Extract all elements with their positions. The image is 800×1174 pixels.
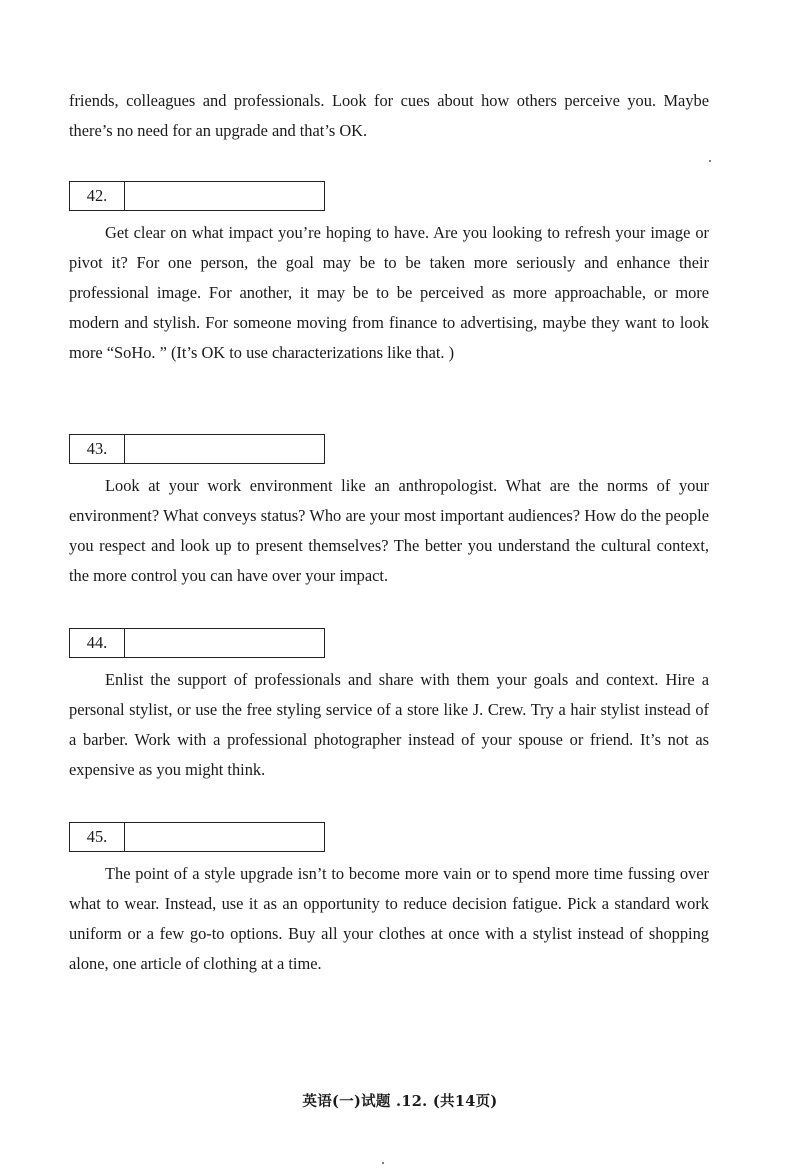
answer-blank[interactable] [125, 435, 324, 463]
paragraph-after-43: Look at your work environment like an anthropologist. What are the norms of your environment? What conveys status? Who are your most important audiences? How do the people you respect and look up to present themselves? The better you understand the cultural context, the more control you can have over your impact. [69, 476, 709, 585]
page-footer: 英语(一)试题 .12. (共14页) [302, 1093, 498, 1110]
question-number: 43. [70, 435, 125, 463]
answer-blank[interactable] [125, 182, 324, 210]
question-number: 42. [70, 182, 125, 210]
question-number: 44. [70, 629, 125, 657]
question-42-answer-box[interactable] [69, 181, 325, 211]
question-44-answer-box[interactable] [69, 628, 325, 658]
paragraph-after-45: The point of a style upgrade isn’t to become more vain or to spend more time fussing over what to wear. Instead, use it as an opportunity to reduce decision fatigue. Pick a standard work uniform or a few go-to options. Buy all your clothes at once with a stylist instead of shopping alone, one article of clothing at a time. [69, 864, 709, 973]
scan-speck [709, 160, 711, 162]
answer-blank[interactable] [125, 823, 324, 851]
question-number: 45. [70, 823, 125, 851]
answer-blank[interactable] [125, 629, 324, 657]
question-43-answer-box[interactable] [69, 434, 325, 464]
question-45-answer-box[interactable] [69, 822, 325, 852]
scan-speck [382, 1162, 384, 1164]
paragraph-after-42: Get clear on what impact you’re hoping to have. Are you looking to refresh your image or pivot it? For one person, the goal may be to be taken more seriously and enhance their professional image. For another, it may be to be perceived as more approachable, or more modern and stylish. For someone moving from finance to advertising, maybe they want to look more “SoHo. ” (It’s OK to use characterizations like that. ) [69, 223, 709, 362]
paragraph-continuation: friends, colleagues and professionals. Look for cues about how others perceive you. Maybe there’s no need for an upgrade and that’s OK. [69, 91, 709, 140]
paragraph-after-44: Enlist the support of professionals and share with them your goals and context. Hire a personal stylist, or use the free styling service of a store like J. Crew. Try a hair stylist instead of a barber. Work with a professional photographer instead of your spouse or friend. It’s not as expensive as you might think. [69, 670, 709, 779]
